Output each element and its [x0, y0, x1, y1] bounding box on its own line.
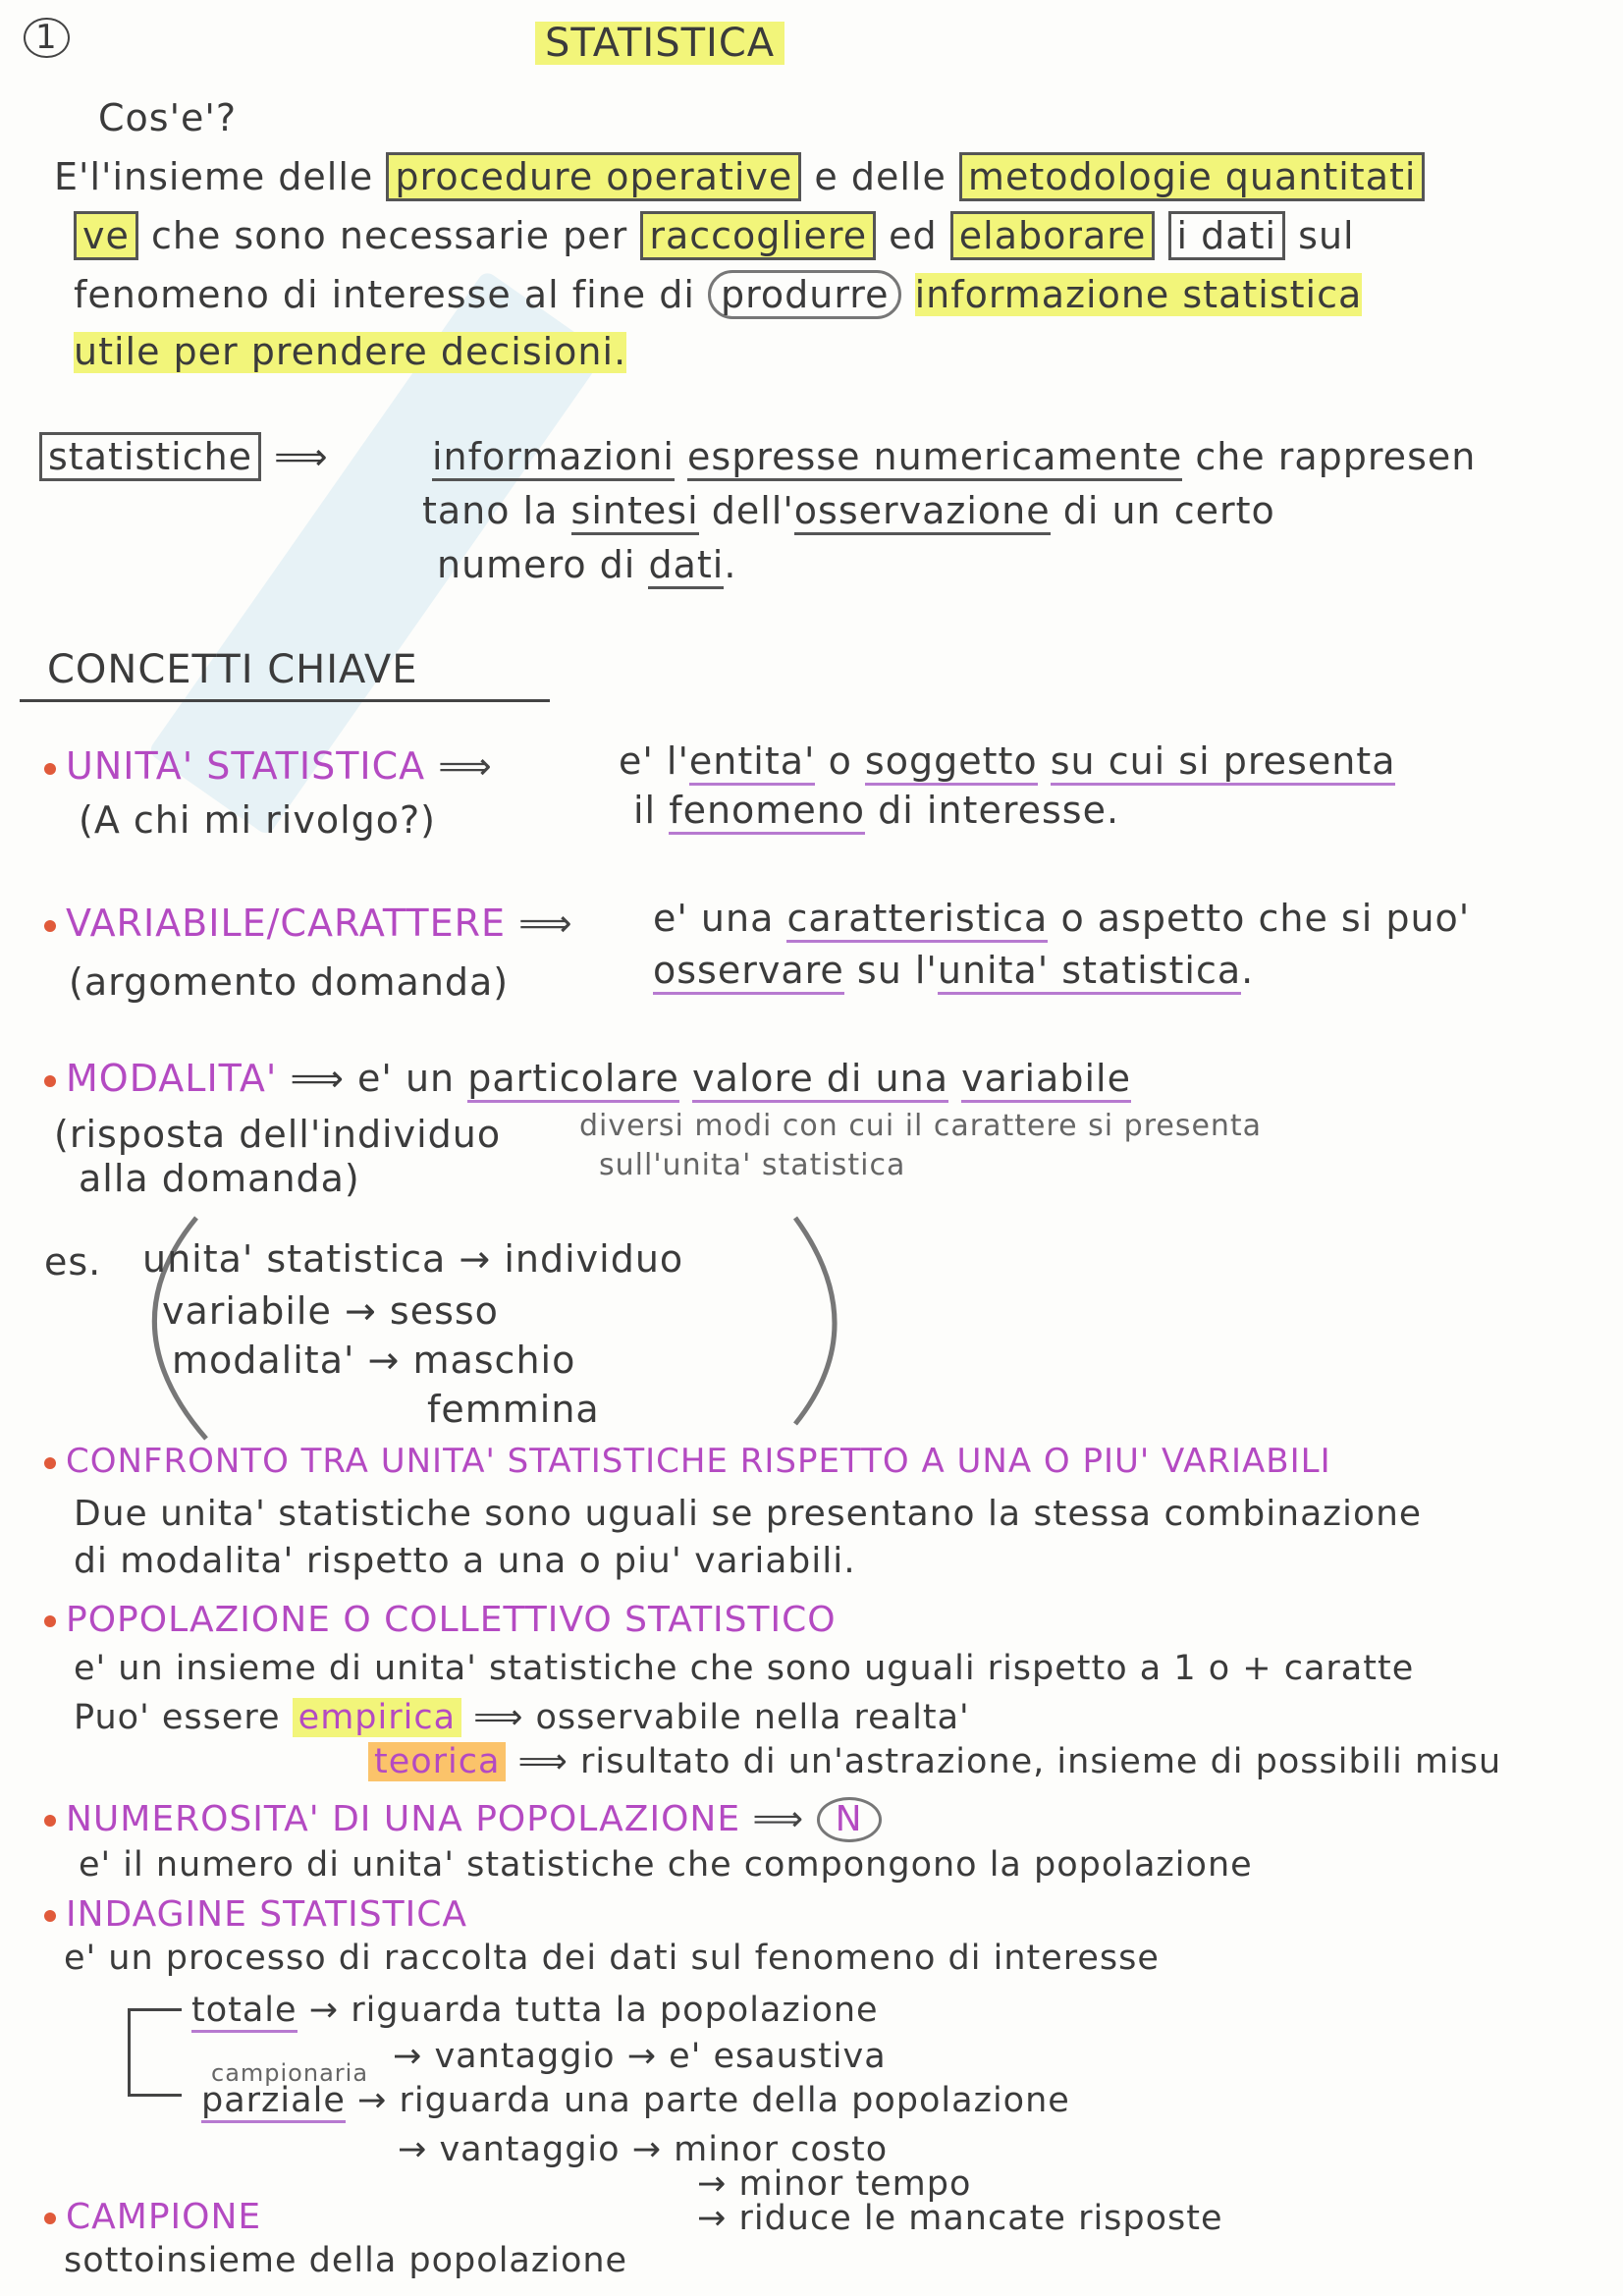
variabile-sub: (argomento domanda) [69, 960, 510, 1004]
page-number: 1 [24, 18, 70, 58]
popolazione-line-3: teorica ⟹ risultato di un'astrazione, insieme di possibili misu [368, 1743, 1501, 1781]
indagine-line-1: e' un processo di raccolta dei dati sul fenomeno di interesse [64, 1939, 1160, 1978]
confronto-line-1: Due unita' statistiche sono uguali se presentano la stessa combinazione [74, 1494, 1423, 1534]
campione-line-1: sottoinsieme della popolazione [64, 2241, 628, 2280]
intro-line-2: ve che sono necessarie per raccogliere ed elaborare i dati sul [74, 216, 1355, 257]
indagine-title: INDAGINE STATISTICA [44, 1895, 467, 1935]
bullet-icon [44, 1615, 56, 1627]
modalita-sub-2: alla domanda) [79, 1157, 360, 1200]
modalita-line: MODALITA' ⟹ e' un particolare valore di una variabile [44, 1059, 1131, 1100]
intro-line-4: utile per prendere decisioni. [74, 330, 627, 373]
bullet-icon [44, 1075, 56, 1087]
example-row-1: unita' statistica → individuo [142, 1237, 684, 1281]
tree-trunk [128, 2008, 131, 2097]
variabile-title: VARIABILE/CARATTERE ⟹ [44, 903, 573, 945]
bullet-icon [44, 1910, 56, 1922]
variabile-def-1: e' una caratteristica o aspetto che si puo' [653, 899, 1470, 940]
example-label: es. [44, 1240, 102, 1284]
tree-branch-2 [128, 2094, 182, 2097]
confronto-title: CONFRONTO TRA UNITA' STATISTICHE RISPETTO A UNA O PIU' VARIABILI [44, 1444, 1331, 1480]
bullet-icon [44, 1815, 56, 1827]
indagine-v2-c: → riduce le mancate risposte [697, 2199, 1223, 2238]
indagine-vantaggio-2: → vantaggio → minor costo [398, 2130, 889, 2169]
example-row-4: femmina [427, 1388, 600, 1431]
indagine-campionaria: campionaria [211, 2059, 369, 2087]
popolazione-line-1: e' un insieme di unita' statistiche che sono uguali rispetto a 1 o + caratte [74, 1649, 1415, 1688]
intro-question: Cos'e'? [98, 96, 238, 139]
statistiche-label: statistiche ⟹ [39, 437, 329, 478]
intro-line-3: fenomeno di interesse al fine di produrre informazione statistica [74, 275, 1362, 316]
statistiche-line-1: informazioni espresse numericamente che rappresen [432, 437, 1476, 478]
unita-def-2: il fenomeno di interesse. [633, 791, 1119, 832]
bullet-icon [44, 920, 56, 932]
tree-branch-1 [128, 2008, 182, 2011]
indagine-parziale: parziale → riguarda una parte della popolazione [201, 2082, 1070, 2120]
intro-line-1: E'l'insieme delle procedure operative e delle metodologie quantitati [54, 157, 1425, 198]
modalita-note-2: sull'unita' statistica [599, 1148, 906, 1182]
example-row-3: modalita' → maschio [172, 1339, 576, 1382]
indagine-totale: totale → riguarda tutta la popolazione [191, 1992, 879, 2030]
unita-def-1: e' l'entita' o soggetto su cui si presenta [619, 741, 1395, 783]
numerosita-line-1: e' il numero di unita' statistiche che compongono la popolazione [79, 1845, 1253, 1885]
example-row-2: variabile → sesso [162, 1289, 499, 1333]
popolazione-title: POPOLAZIONE O COLLETTIVO STATISTICO [44, 1601, 837, 1640]
bullet-icon [44, 763, 56, 775]
bullet-icon [44, 1457, 56, 1469]
section-title: CONCETTI CHIAVE [47, 647, 418, 692]
section-divider [20, 699, 550, 702]
numerosita-title: NUMEROSITA' DI UNA POPOLAZIONE ⟹ N [44, 1797, 882, 1842]
campione-title: CAMPIONE [44, 2198, 261, 2237]
page-title: STATISTICA [535, 22, 784, 65]
popolazione-line-2: Puo' essere empirica ⟹ osservabile nella realta' [74, 1698, 970, 1737]
modalita-note-1: diversi modi con cui il carattere si presenta [579, 1109, 1263, 1143]
modalita-sub-1: (risposta dell'individuo [54, 1113, 502, 1156]
unita-title: UNITA' STATISTICA ⟹ [44, 746, 493, 788]
confronto-line-2: di modalita' rispetto a una o piu' variabili. [74, 1541, 856, 1581]
variabile-def-2: osservare su l'unita' statistica. [653, 951, 1254, 992]
unita-sub: (A chi mi rivolgo?) [79, 798, 437, 842]
indagine-vantaggio-1: → vantaggio → e' esaustiva [393, 2037, 887, 2076]
bullet-icon [44, 2213, 56, 2224]
indagine-v2-b: → minor tempo [697, 2164, 972, 2204]
statistiche-line-3: numero di dati. [437, 545, 736, 586]
statistiche-line-2: tano la sintesi dell'osservazione di un certo [422, 491, 1275, 532]
